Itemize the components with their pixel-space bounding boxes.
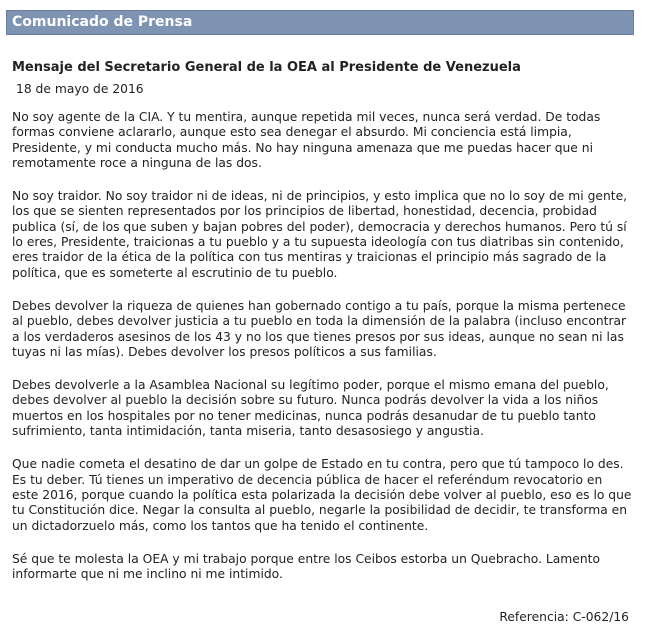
document-body bbox=[12, 110, 632, 600]
paragraph-5: Que nadie cometa el desatino de dar un golpe de Estado en tu contra, pero que tú tampoco lo des. Es tu deber. Tú tienes un imperativo de decencia pública de hacer el referéndum revocatorio en este 2016, porque cuando la política esta polarizada la decisión debe volver al pueblo, eso es lo que tu Constitución dice. Negar la consulta al pueblo, negarle la posibilidad de decidir, te transforma en un dictadorzuelo más, como los tantos que ha tenido el continente. bbox=[12, 457, 632, 533]
paragraph-3: Debes devolver la riqueza de quienes han gobernado contigo a tu país, porque la misma pertenece al pueblo, debes devolver justicia a tu pueblo en toda la dimensión de la palabra (incluso encontrar a los verdaderos asesinos de los 43 y no los que tienes presos por sus ideas, aunque no sean ni las tuyas ni las mías). Debes devolver los presos políticos a sus familias. bbox=[12, 298, 627, 359]
document-date: 18 de mayo de 2016 bbox=[16, 82, 144, 96]
document-title: Mensaje del Secretario General de la OEA al Presidente de Venezuela bbox=[12, 60, 521, 75]
reference-number: Referencia: C-062/16 bbox=[499, 610, 629, 624]
paragraph-4: Debes devolverle a la Asamblea Nacional su legítimo poder, porque el mismo emana del pueblo, debes devolver al pueblo la decisión sobre su futuro. Nunca podrás devolver la vida a los niños muertos en los hospitales por no tener medicinas, nunca podrás desanudar de tu pueblo tanto sufrimiento, tanta intimidación, tanta miseria, tanto desasosiego y angustia. bbox=[12, 378, 609, 439]
paragraph-1: No soy agente de la CIA. Y tu mentira, aunque repetida mil veces, nunca será verdad. De todas formas conviene aclararlo, aunque esto sea denegar el absurdo. Mi conciencia está limpia, Presidente, y mi conducta mucho más. No hay ninguna amenaza que me puedas hacer que ni remotamente roce a ninguna de las dos. bbox=[12, 110, 601, 170]
paragraph-6: Sé que te molesta la OEA y mi trabajo porque entre los Ceibos estorba un Quebracho. Lamento informarte que ni me inclino ni me intimido. bbox=[12, 551, 600, 582]
paragraph-2: No soy traidor. No soy traidor ni de ideas, ni de principios, y esto implica que no lo soy de mi gente, los que se sienten representados por los principios de libertad, honestidad, decencia, probidad publica (sí, de los que suben y bajan pobres del poder), democracia y derechos humanos. Pero tú sí lo eres, Presidente, traicionas a tu pueblo y a tu supuesta ideología con tus diatribas sin contenido, eres traidor de la ética de la política con tus mentiras y traicionas el principio más sagrado de la política, que es someterte al escrutinio de tu pueblo. bbox=[12, 189, 628, 280]
header-title: Comunicado de Prensa bbox=[12, 14, 193, 30]
header-bar bbox=[6, 10, 634, 35]
